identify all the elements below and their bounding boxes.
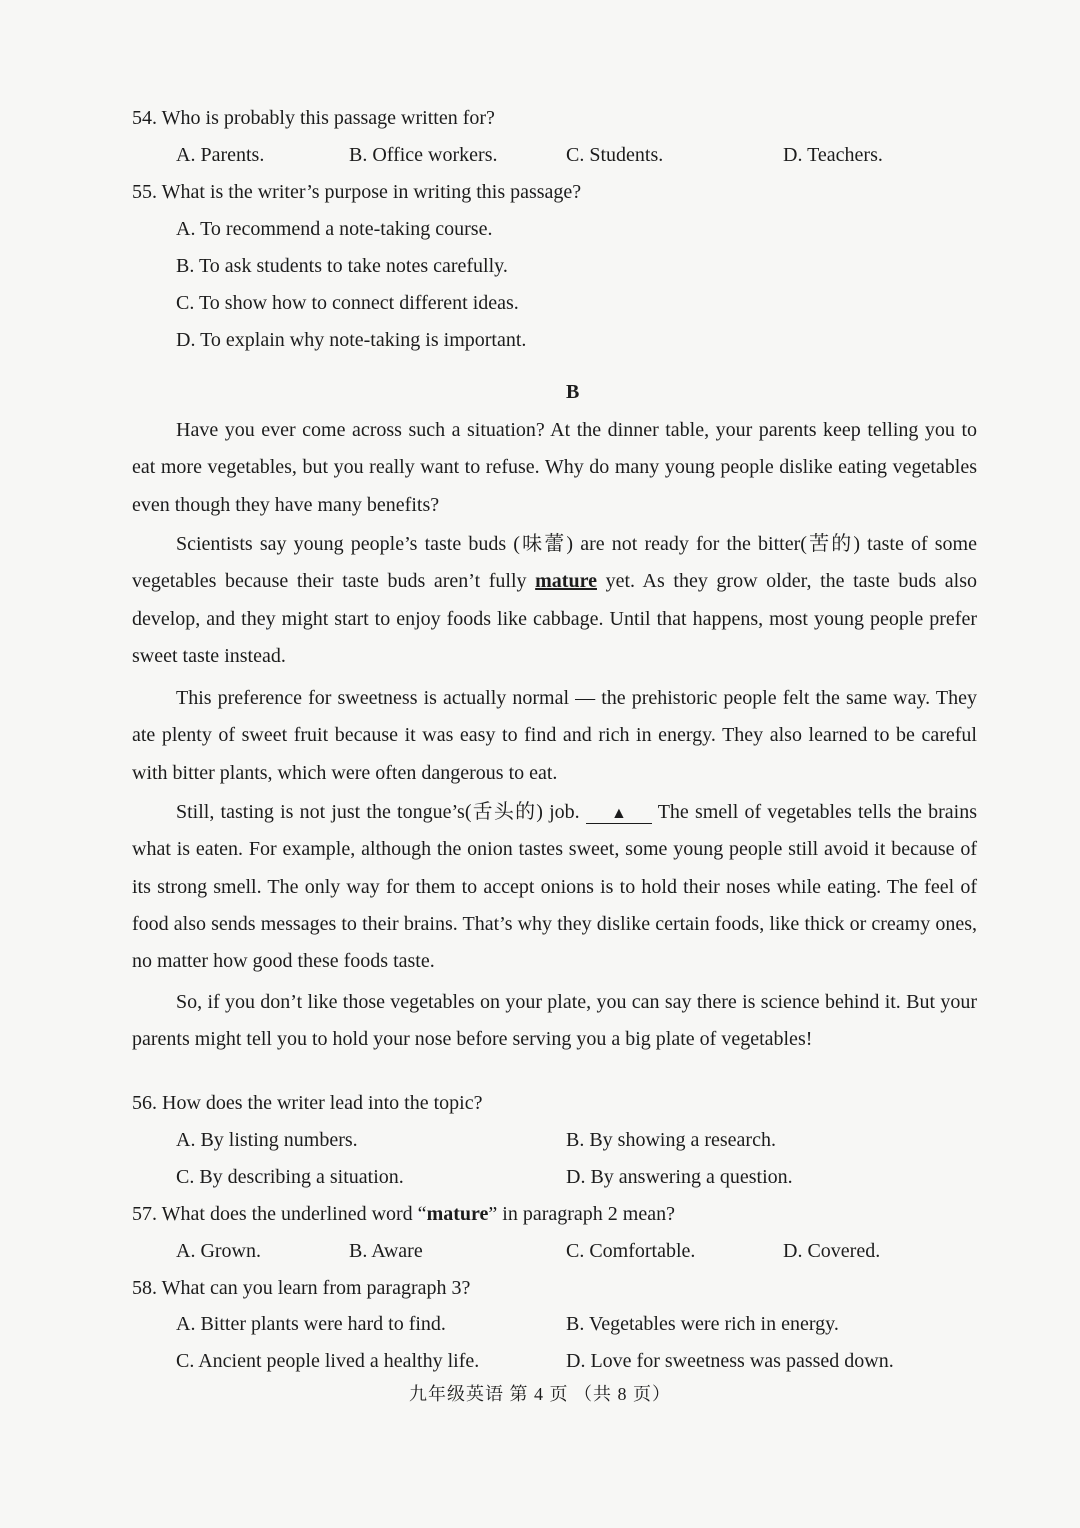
passage-paragraph-1: [132, 412, 977, 524]
q54-option-a: A. Parents.: [176, 144, 265, 166]
q56-option-a: A. By listing numbers.: [176, 1129, 358, 1151]
p3-text: This preference for sweetness is actually normal — the prehistoric people felt the same way. They ate plenty of sweet fruit because it was easy to find and rich in energy. They also learned to be careful with bitter plants, which were often dangerous to eat.: [132, 687, 977, 784]
q55-option-d: D. To explain why note-taking is important.: [176, 329, 527, 351]
answer-blank: ▲: [586, 805, 652, 824]
passage-paragraph-2: [132, 526, 977, 675]
p4-text-after: The smell of vegetables tells the brains what is eaten. For example, although the onion tastes sweet, some young people still avoid it because of its strong smell. The only way for them to accept onions is to hold their noses while eating. The feel of food also sends messages to their brains. That’s why they dislike certain foods, like thick or creamy ones, no matter how good these foods taste.: [132, 801, 977, 973]
passage-paragraph-4: [132, 794, 977, 980]
question-54: 54. Who is probably this passage written for?: [132, 107, 495, 129]
q58-option-d: D. Love for sweetness was passed down.: [566, 1350, 894, 1372]
section-title: B: [566, 381, 580, 403]
q55-option-a: A. To recommend a note-taking course.: [176, 218, 493, 240]
q57-option-c: C. Comfortable.: [566, 1240, 696, 1262]
question-58: 58. What can you learn from paragraph 3?: [132, 1277, 471, 1299]
q57-option-d: D. Covered.: [783, 1240, 881, 1262]
q56-option-b: B. By showing a research.: [566, 1129, 776, 1151]
p5-text: So, if you don’t like those vegetables on your plate, you can say there is science behind it. But your parents might tell you to hold your nose before serving you a big plate of vegetables!: [132, 991, 977, 1051]
q54-option-d: D. Teachers.: [783, 144, 883, 166]
underlined-word-mature: mature: [535, 570, 597, 593]
p2-text-after: yet. As they grow older, the taste buds also develop, and they might start to enjoy foods like cabbage. Until that happens, most young people prefer sweet taste instead.: [132, 570, 977, 667]
page-footer: 九年级英语 第 4 页 （共 8 页）: [409, 1384, 671, 1404]
q57-word: mature: [426, 1203, 489, 1225]
question-57: [132, 1201, 675, 1227]
q55-option-b: B. To ask students to take notes carefully.: [176, 255, 508, 277]
p4-text-before: Still, tasting is not just the tongue’s(舌头的) job.: [176, 801, 586, 823]
p2-text-before: Scientists say young people’s taste buds (味蕾) are not ready for the bitter(苦的) taste of some vegetables because their taste buds aren’t fully: [132, 533, 977, 593]
q58-option-c: C. Ancient people lived a healthy life.: [176, 1350, 480, 1372]
q58-option-a: A. Bitter plants were hard to find.: [176, 1313, 446, 1335]
p1-text: Have you ever come across such a situation? At the dinner table, your parents keep telling you to eat more vegetables, but you really want to refuse. Why do many young people dislike eating vegetables even though they have many benefits?: [132, 419, 977, 516]
question-55: 55. What is the writer’s purpose in writing this passage?: [132, 181, 582, 203]
q55-option-c: C. To show how to connect different ideas.: [176, 292, 519, 314]
passage-paragraph-5: [132, 984, 977, 1059]
q54-option-c: C. Students.: [566, 144, 664, 166]
q58-option-b: B. Vegetables were rich in energy.: [566, 1313, 839, 1335]
question-56: 56. How does the writer lead into the topic?: [132, 1092, 483, 1114]
q56-option-c: C. By describing a situation.: [176, 1166, 404, 1188]
q54-option-b: B. Office workers.: [349, 144, 498, 166]
passage-paragraph-3: [132, 680, 977, 792]
q57-option-b: B. Aware: [349, 1240, 423, 1262]
q57-text-after: ” in paragraph 2 mean?: [488, 1203, 675, 1225]
q57-text-before: 57. What does the underlined word “: [132, 1203, 427, 1225]
q57-option-a: A. Grown.: [176, 1240, 261, 1262]
q56-option-d: D. By answering a question.: [566, 1166, 793, 1188]
